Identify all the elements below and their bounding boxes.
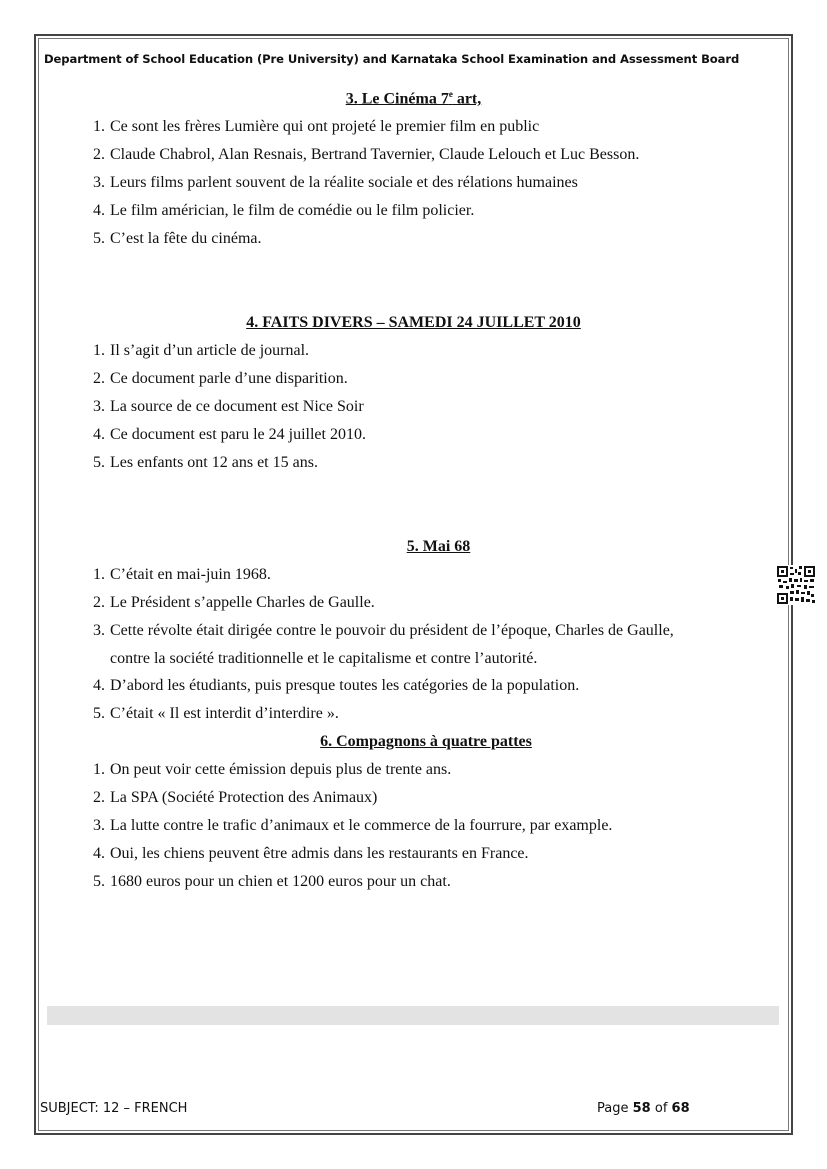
list-item: 1. On peut voir cette émission depuis plus de trente ans.: [93, 761, 452, 778]
list-item: 2. Le Président s’appelle Charles de Gaulle.: [93, 594, 375, 611]
section-title: 6. Compagnons à quatre pattes: [320, 733, 532, 750]
list-item: 4. Le film américian, le film de comédie ou le film policier.: [93, 202, 475, 219]
list-item: 5. C’est la fête du cinéma.: [93, 230, 262, 247]
list-item: 2. La SPA (Société Protection des Animaux): [93, 789, 378, 806]
list-item: 3. Leurs films parlent souvent de la réalite sociale et des rélations humaines: [93, 174, 578, 191]
list-item: 3. Cette révolte était dirigée contre le pouvoir du président de l’époque, Charles de Gaulle,: [93, 622, 674, 639]
list-item: 4. D’abord les étudiants, puis presque toutes les catégories de la population.: [93, 677, 580, 694]
list-item: 1. C’était en mai-juin 1968.: [93, 566, 271, 583]
section-title: 3. Le Cinéma 7e art,: [345, 89, 482, 108]
list-item-continuation: contre la société traditionnelle et le capitalisme et contre l’autorité.: [110, 650, 538, 667]
list-item: 4. Oui, les chiens peuvent être admis dans les restaurants en France.: [93, 845, 529, 862]
list-item: 1. Ce sont les frères Lumière qui ont projeté le premier film en public: [93, 118, 540, 135]
list-item: 2. Claude Chabrol, Alan Resnais, Bertrand Tavernier, Claude Lelouch et Luc Besson.: [93, 146, 640, 163]
list-item: 5. 1680 euros pour un chien et 1200 euros pour un chat.: [93, 873, 451, 890]
page-header: Department of School Education (Pre University) and Karnataka School Examination and Assessment Board: [44, 52, 740, 66]
section-title: 5. Mai 68: [406, 538, 471, 555]
grey-divider-bar: [47, 1006, 779, 1025]
footer-subject: SUBJECT: 12 – FRENCH: [40, 1101, 188, 1116]
list-item: 5. Les enfants ont 12 ans et 15 ans.: [93, 454, 318, 471]
list-item: 3. La lutte contre le trafic d’animaux et le commerce de la fourrure, par example.: [93, 817, 613, 834]
list-item: 2. Ce document parle d’une disparition.: [93, 370, 348, 387]
list-item: 3. La source de ce document est Nice Soir: [93, 398, 364, 415]
section-title: 4. FAITS DIVERS – SAMEDI 24 JUILLET 2010: [246, 314, 581, 331]
list-item: 4. Ce document est paru le 24 juillet 2010.: [93, 426, 366, 443]
qr-code-icon: [776, 565, 816, 605]
list-item: 5. C’était « Il est interdit d’interdire ».: [93, 705, 339, 722]
list-item: 1. Il s’agit d’un article de journal.: [93, 342, 310, 359]
footer-page-number: Page 58 of 68: [597, 1101, 690, 1116]
